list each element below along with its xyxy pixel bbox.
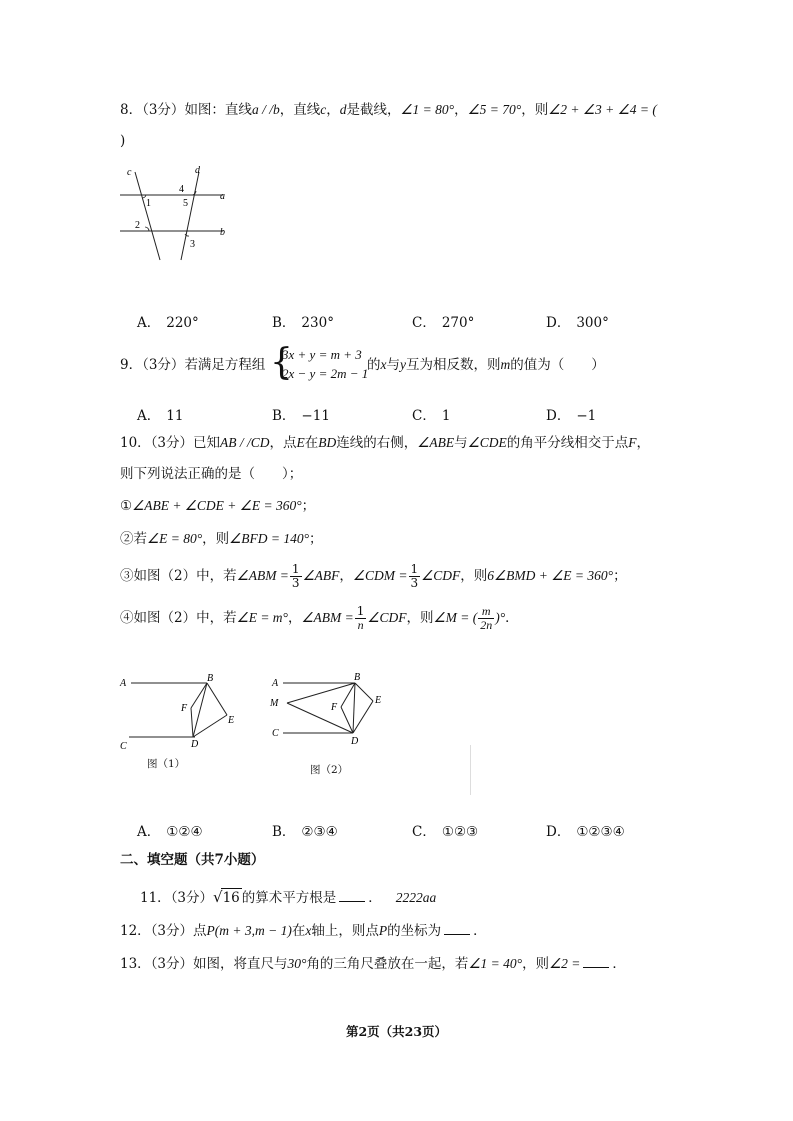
fig2-label-B: B (354, 672, 361, 683)
option-letter: B． (272, 824, 296, 840)
q9-stem-start (120, 356, 265, 374)
q10-math: F (628, 435, 637, 450)
fraction (478, 605, 494, 632)
q10-math: ∠M = ( (433, 610, 478, 625)
q10-text: ，则 (406, 610, 434, 626)
q10-statement-3 (120, 563, 627, 590)
q10-statement-1 (120, 497, 315, 515)
q10-text: 与 (454, 435, 468, 451)
q13-text: ，则 (522, 956, 550, 972)
option-value: 11 (166, 408, 184, 424)
q10-math: AB / /CD (220, 435, 270, 450)
question-score: （3分） (150, 923, 194, 939)
option-letter: B． (272, 408, 296, 424)
q10-option-a[interactable] (137, 820, 203, 840)
fig2-label-E: E (375, 695, 382, 706)
option-letter: A． (137, 408, 161, 424)
q10-text: ； (613, 568, 627, 584)
q10-option-c[interactable] (412, 820, 478, 840)
sqrt-radicand: 16 (222, 890, 240, 906)
q10-text: ，则 (202, 531, 230, 547)
q9-math: x (380, 357, 387, 372)
figure-1-caption: 图（1） (147, 758, 186, 770)
q10-math: ∠CDF (367, 610, 407, 625)
q10-text: ， (636, 435, 650, 451)
question-score: （3分） (150, 435, 194, 451)
fraction (409, 563, 421, 590)
fraction-denominator: n (357, 618, 364, 632)
q8-figure (115, 162, 240, 264)
section-heading: 二、填空题（共7小题） (120, 852, 265, 868)
question-number: 13． (120, 956, 151, 972)
option-letter: C． (412, 315, 436, 331)
q8-option-a[interactable] (137, 311, 199, 331)
q10-math: ∠ABM = (301, 610, 354, 625)
q12-text: ． (473, 923, 487, 939)
fraction-numerator: 1 (356, 604, 365, 618)
fraction-numerator: 1 (410, 562, 419, 576)
q10-math: ∠ABF (302, 568, 340, 583)
q8-math: a / /b (251, 102, 280, 117)
q8-text: 如图：直线 (184, 102, 252, 118)
fig-label-3: 3 (190, 239, 195, 250)
fig1-label-F: F (181, 703, 188, 714)
fig-label-d: d (195, 165, 200, 176)
fig2-label-F: F (331, 702, 338, 713)
answer-blank[interactable] (583, 955, 609, 968)
option-letter: A． (137, 824, 161, 840)
q12-math: P (378, 923, 388, 938)
q8-text: ， (454, 102, 468, 118)
equation-system (282, 345, 368, 383)
option-value: ①②④ (166, 824, 203, 840)
q12-math: x (305, 923, 312, 938)
option-letter: B． (272, 315, 296, 331)
answer-blank[interactable] (339, 889, 365, 902)
q9-option-a[interactable] (137, 404, 183, 424)
fig-label-1: 1 (146, 198, 151, 209)
fraction-denominator: 3 (410, 576, 419, 590)
q8-option-d[interactable] (546, 311, 609, 331)
q10-math: ∠ABM = (236, 568, 289, 583)
fig1-label-B: B (207, 673, 214, 684)
q10-figure-2 (265, 665, 395, 775)
option-value: 220° (166, 315, 199, 331)
q9-text: 互为相反数，则 (406, 357, 501, 373)
question-number: 12． (120, 923, 151, 939)
q9-text: 与 (386, 357, 400, 373)
q8-math: ∠5 = 70° (467, 102, 522, 117)
q8-stem (120, 101, 657, 119)
q10-text: ① (120, 498, 133, 514)
fig1-label-A: A (120, 678, 127, 689)
q11-text: 的算术平方根是 (241, 890, 337, 906)
q10-text: 在 (304, 435, 319, 451)
q8-option-c[interactable] (412, 311, 474, 331)
fraction-numerator: 1 (291, 562, 300, 576)
option-letter: A． (137, 315, 161, 331)
q8-text: ，直线 (279, 102, 321, 118)
q9-option-c[interactable] (412, 404, 450, 424)
question-score: （3分） (142, 102, 185, 118)
option-value: −1 (576, 408, 597, 424)
option-value: −11 (301, 408, 330, 424)
scan-artifact-line (470, 745, 471, 795)
fig-label-c: c (127, 167, 132, 178)
q9-option-d[interactable] (546, 404, 596, 424)
question-score: （3分） (150, 956, 194, 972)
q9-text: 若满足方程组 (184, 357, 266, 373)
q10-stem-line2: 则下列说法正确的是（ ）； (120, 466, 303, 482)
question-score: （3分） (170, 890, 214, 906)
q10-math: ∠E = 80° (147, 531, 203, 546)
equation-1: 3x + y = m + 3 (282, 347, 362, 362)
option-letter: D． (546, 824, 571, 840)
q10-stem-line1 (120, 434, 650, 452)
page-footer: 第2页（共23页） (345, 1024, 448, 1039)
fig-label-5: 5 (183, 198, 188, 209)
q12-text: 的坐标为 (387, 923, 442, 939)
question-number: 10． (120, 435, 151, 451)
q10-math: ∠ABE + ∠CDE + ∠E = 360° (132, 498, 302, 513)
q12-text: 点 (193, 923, 207, 939)
q8-math: ∠1 = 80° (400, 102, 455, 117)
equation-brace: { (270, 342, 293, 383)
option-letter: D． (546, 315, 571, 331)
q9-text: 的 (367, 357, 381, 373)
question-number: 9． (120, 357, 143, 373)
fig1-label-E: E (228, 715, 235, 726)
q10-text: 连线的右侧， (336, 435, 418, 451)
q10-text: ， (339, 568, 353, 584)
q10-math: ∠CDF (421, 568, 461, 583)
fig-label-b: b (220, 227, 225, 238)
option-value: ①②③ (441, 824, 479, 840)
q10-option-d[interactable] (546, 820, 625, 840)
option-value: 270° (441, 315, 475, 331)
question-number: 8． (120, 102, 143, 118)
q9-stem-end (367, 356, 605, 374)
q11-extra-text: 2222aa (395, 890, 437, 905)
q10-text: ； (308, 531, 323, 547)
q10-text: ④如图（2）中，若 (120, 610, 237, 626)
q10-text: ③如图（2）中，若 (120, 568, 237, 584)
q10-text: ； (301, 498, 316, 514)
q8-stem-close: ) (120, 133, 126, 149)
q13-text: 如图，将直尺与 (193, 956, 288, 972)
option-letter: D． (546, 408, 571, 424)
fraction (290, 563, 302, 590)
option-value: 230° (301, 315, 334, 331)
q11-text: ． (368, 890, 382, 906)
q9-math: m (500, 357, 511, 372)
q8-math: ∠2 + ∠3 + ∠4 = ( (548, 102, 657, 117)
fig1-label-C: C (120, 741, 127, 752)
q8-text: 是截线， (346, 102, 401, 118)
q10-math: ∠CDM = (352, 568, 408, 583)
q10-math: E (296, 435, 305, 450)
q12-text: 在 (291, 923, 306, 939)
q9-math: y (400, 357, 406, 372)
q10-option-b[interactable] (272, 820, 338, 840)
q13-math: 30° (287, 956, 307, 971)
option-letter: C． (412, 408, 436, 424)
option-value: ②③④ (301, 824, 338, 840)
fig2-label-D: D (351, 736, 359, 747)
fraction-denominator: 2n (480, 618, 493, 632)
q10-text: ，则 (460, 568, 488, 584)
q11-stem (140, 888, 436, 907)
q8-math: c (320, 102, 327, 117)
q10-math: ∠ABE (417, 435, 455, 450)
q13-text: ． (612, 956, 626, 972)
q12-stem (120, 922, 487, 940)
equation-2: 2x − y = 2m − 1 (282, 366, 369, 381)
q9-option-b[interactable] (272, 404, 330, 424)
q8-text: ，则 (521, 102, 549, 118)
q10-math: )° (495, 610, 506, 625)
q8-math: d (339, 102, 347, 117)
q12-text: 轴上，则点 (311, 923, 379, 939)
q10-statement-2 (120, 530, 322, 548)
q13-math: ∠2 = (549, 956, 581, 971)
fig-label-4: 4 (179, 184, 184, 195)
answer-blank[interactable] (444, 922, 470, 935)
option-letter: C． (412, 824, 436, 840)
q8-text: ， (326, 102, 340, 118)
fig-label-2: 2 (135, 220, 140, 231)
q10-text: ． (505, 610, 519, 626)
q10-text: ，点 (269, 435, 297, 451)
q10-math: ∠BFD = 140° (229, 531, 309, 546)
question-score: （3分） (142, 357, 185, 373)
q13-stem (120, 955, 626, 973)
option-value: 1 (441, 408, 451, 424)
fraction (355, 605, 367, 632)
figure-2-caption: 图（2） (310, 764, 349, 776)
q10-math: BD (318, 435, 337, 450)
q12-math: P(m + 3,m − 1) (206, 923, 292, 938)
option-value: ①②③④ (576, 824, 625, 840)
q10-text: 已知 (193, 435, 221, 451)
fig2-label-A: A (272, 678, 279, 689)
q10-text: ②若 (120, 531, 147, 547)
q10-math: ∠E = m° (236, 610, 288, 625)
question-number: 11． (140, 890, 171, 906)
q10-text: ， (287, 610, 302, 626)
sqrt-symbol: √ (213, 888, 223, 906)
q10-text: 的角平分线相交于点 (506, 435, 629, 451)
q10-statement-4 (120, 605, 519, 632)
q13-text: 角的三角尺叠放在一起，若 (306, 956, 469, 972)
fraction-denominator: 3 (291, 576, 300, 590)
q10-math: 6∠BMD + ∠E = 360° (487, 568, 614, 583)
q13-math: ∠1 = 40° (468, 956, 523, 971)
fig2-label-C: C (272, 728, 279, 739)
q9-text: 的值为（ ） (510, 357, 605, 373)
option-value: 300° (576, 315, 609, 331)
fig-label-a: a (220, 191, 225, 202)
fig1-label-D: D (191, 739, 199, 750)
q10-math: ∠CDE (467, 435, 507, 450)
fraction-numerator: m (478, 605, 494, 619)
fig2-label-M: M (270, 698, 279, 709)
q8-option-b[interactable] (272, 311, 334, 331)
